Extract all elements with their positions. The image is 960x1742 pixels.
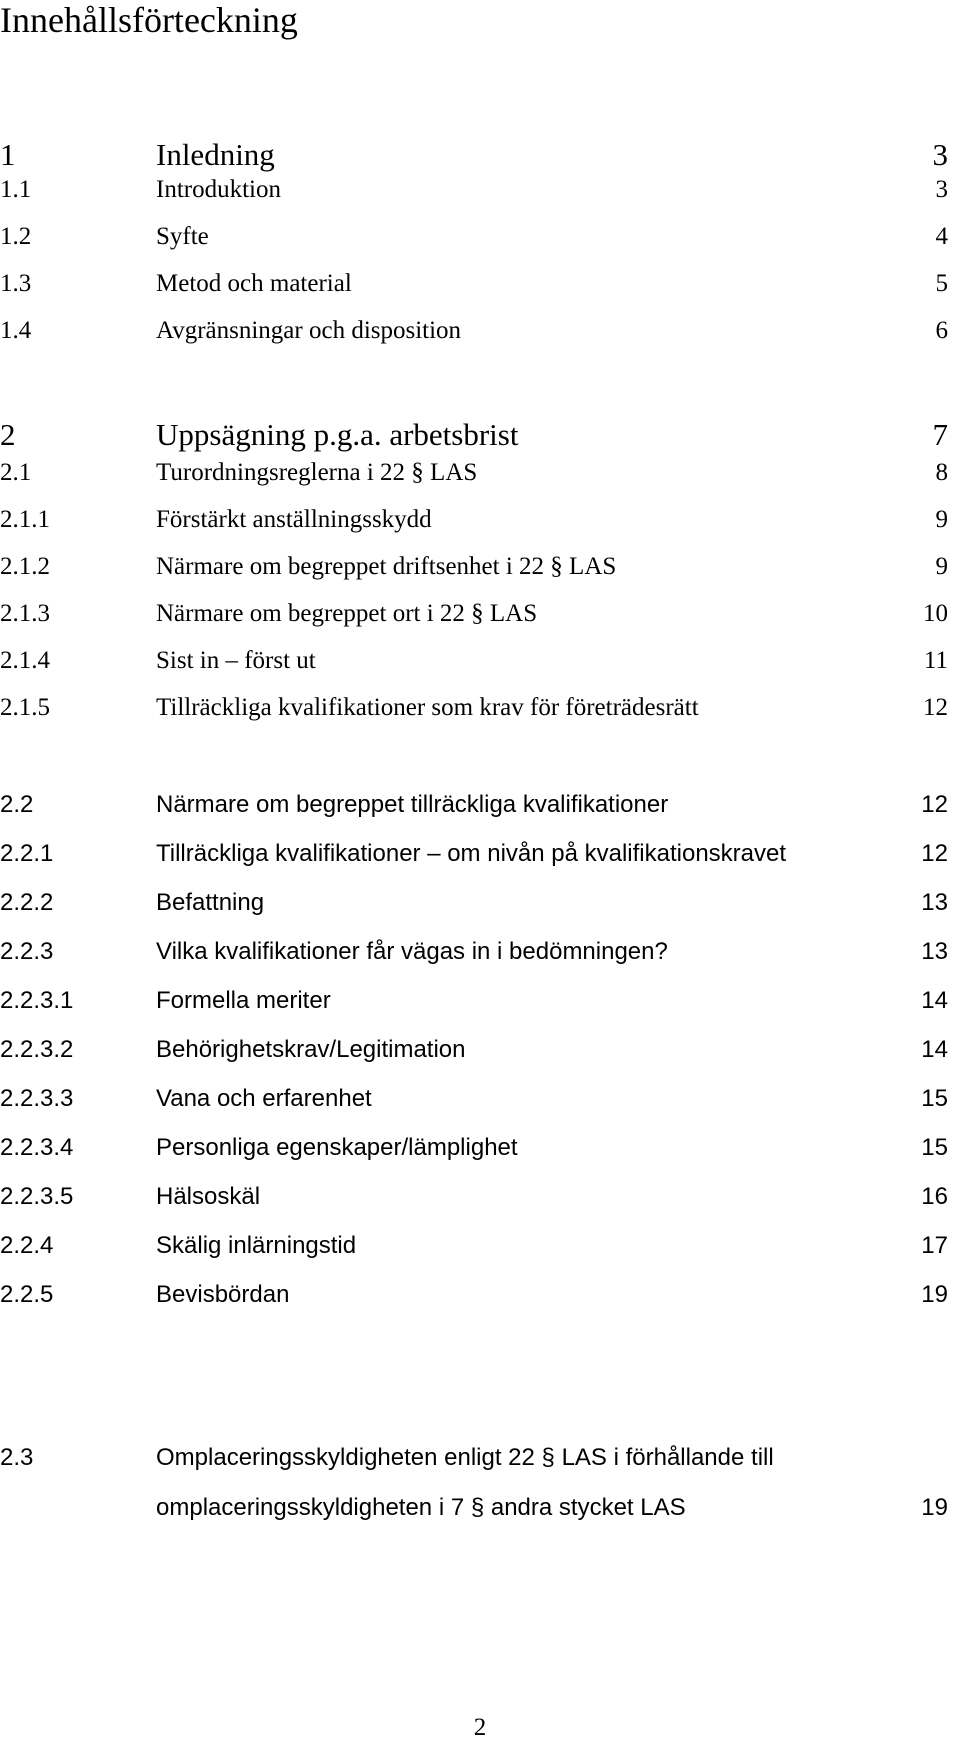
toc-entry[interactable]	[0, 1084, 960, 1118]
toc-text: Tillräckliga kvalifikationer – om nivån på kvalifikationskravet	[156, 840, 787, 867]
toc-text: Bevisbördan	[156, 1281, 290, 1308]
toc-text: Omplaceringsskyldigheten enligt 22 § LAS i förhållande till	[156, 1444, 774, 1471]
toc-page: 12	[921, 840, 948, 867]
toc-text: Turordningsreglerna i 22 § LAS	[156, 459, 478, 486]
toc-number: 2.2.3.1	[0, 987, 74, 1014]
toc-number: 2.1.1	[0, 506, 50, 533]
toc-text: Metod och material	[156, 270, 352, 297]
toc-page: 12	[923, 694, 948, 721]
toc-entry[interactable]	[0, 693, 960, 727]
toc-number: 2.1.5	[0, 694, 50, 721]
toc-entry-continuation[interactable]	[0, 1493, 960, 1527]
toc-page: 15	[921, 1085, 948, 1112]
toc-number: 2.2.3.5	[0, 1183, 74, 1210]
toc-number: 2.2.3.3	[0, 1085, 74, 1112]
toc-text: Inledning	[156, 137, 275, 172]
toc-text: Formella meriter	[156, 987, 331, 1014]
toc-text: Vilka kvalifikationer får vägas in i bedömningen?	[156, 938, 668, 965]
toc-number: 2	[0, 417, 16, 452]
toc-entry[interactable]	[0, 1280, 960, 1314]
toc-page: 9	[935, 506, 948, 533]
toc-number: 2.1.3	[0, 600, 50, 627]
toc-page: 13	[921, 889, 948, 916]
toc-text: Närmare om begreppet ort i 22 § LAS	[156, 600, 538, 627]
toc-page: 15	[921, 1134, 948, 1161]
toc-text: Uppsägning p.g.a. arbetsbrist	[156, 417, 519, 452]
toc-number: 2.2.3	[0, 938, 54, 965]
toc-number: 2.2.4	[0, 1232, 54, 1259]
toc-entry[interactable]	[0, 316, 960, 350]
toc-text: Närmare om begreppet driftsenhet i 22 § LAS	[156, 553, 617, 580]
toc-page: 16	[921, 1183, 948, 1210]
toc-text: Personliga egenskaper/lämplighet	[156, 1134, 518, 1161]
toc-number: 1	[0, 137, 16, 172]
toc-page: 7	[932, 417, 948, 452]
toc-entry[interactable]	[0, 790, 960, 824]
toc-text: Förstärkt anställningsskydd	[156, 506, 432, 533]
toc-text: omplaceringsskyldigheten i 7 § andra stycket LAS	[156, 1494, 686, 1521]
toc-number: 2.2.5	[0, 1281, 54, 1308]
toc-entry[interactable]	[0, 458, 960, 492]
toc-entry[interactable]	[0, 552, 960, 586]
toc-entry[interactable]	[0, 937, 960, 971]
toc-page: 12	[921, 791, 948, 818]
toc-page: 14	[921, 987, 948, 1014]
toc-entry[interactable]	[0, 175, 960, 209]
toc-entry[interactable]	[0, 1231, 960, 1265]
toc-page: 5	[935, 270, 948, 297]
toc-page: 3	[935, 176, 948, 203]
toc-text: Syfte	[156, 223, 209, 250]
toc-entry[interactable]	[0, 138, 960, 172]
toc-entry[interactable]	[0, 505, 960, 539]
toc-text: Hälsoskäl	[156, 1183, 261, 1210]
toc-entry[interactable]	[0, 418, 960, 452]
toc-entry[interactable]	[0, 1133, 960, 1167]
toc-number: 1.3	[0, 270, 32, 297]
toc-entry[interactable]	[0, 599, 960, 633]
toc-entry[interactable]	[0, 269, 960, 303]
toc-number: 1.2	[0, 223, 32, 250]
toc-text: Skälig inlärningstid	[156, 1232, 357, 1259]
toc-number: 1.1	[0, 176, 32, 203]
toc-page: 19	[921, 1494, 948, 1521]
toc-entry[interactable]	[0, 1443, 960, 1477]
toc-page: 17	[921, 1232, 948, 1259]
toc-number: 2.2.2	[0, 889, 54, 916]
toc-entry[interactable]	[0, 222, 960, 256]
toc-number: 2.1.4	[0, 647, 50, 674]
toc-text: Vana och erfarenhet	[156, 1085, 372, 1112]
toc-page: 10	[923, 600, 948, 627]
toc-page: 6	[935, 317, 948, 344]
toc-title: Innehållsförteckning	[0, 0, 298, 40]
toc-page: 3	[932, 137, 948, 172]
toc-entry[interactable]	[0, 646, 960, 680]
toc-entry[interactable]	[0, 986, 960, 1020]
toc-page: 11	[923, 647, 948, 674]
page-number: 2	[473, 1714, 487, 1741]
toc-text: Sist in – först ut	[156, 647, 316, 674]
toc-number: 2.2.1	[0, 840, 54, 867]
toc-entry[interactable]	[0, 888, 960, 922]
toc-number: 2.1.2	[0, 553, 50, 580]
toc-text: Tillräckliga kvalifikationer som krav för företrädesrätt	[156, 694, 699, 721]
toc-text: Introduktion	[156, 176, 281, 203]
toc-number: 2.2.3.2	[0, 1036, 74, 1063]
toc-entry[interactable]	[0, 1182, 960, 1216]
toc-text: Behörighetskrav/Legitimation	[156, 1036, 466, 1063]
toc-page: 19	[921, 1281, 948, 1308]
toc-number: 2.2	[0, 791, 34, 818]
toc-page: 8	[935, 459, 948, 486]
toc-number: 1.4	[0, 317, 32, 344]
toc-number: 2.3	[0, 1444, 34, 1471]
toc-number: 2.2.3.4	[0, 1134, 74, 1161]
toc-text: Befattning	[156, 889, 265, 916]
toc-page: 14	[921, 1036, 948, 1063]
toc-text: Avgränsningar och disposition	[156, 317, 462, 344]
toc-number: 2.1	[0, 459, 32, 486]
toc-page: 4	[935, 223, 948, 250]
toc-text: Närmare om begreppet tillräckliga kvalifikationer	[156, 791, 669, 818]
toc-entry[interactable]	[0, 1035, 960, 1069]
toc-entry[interactable]	[0, 839, 960, 873]
toc-page: 9	[935, 553, 948, 580]
toc-page: 13	[921, 938, 948, 965]
